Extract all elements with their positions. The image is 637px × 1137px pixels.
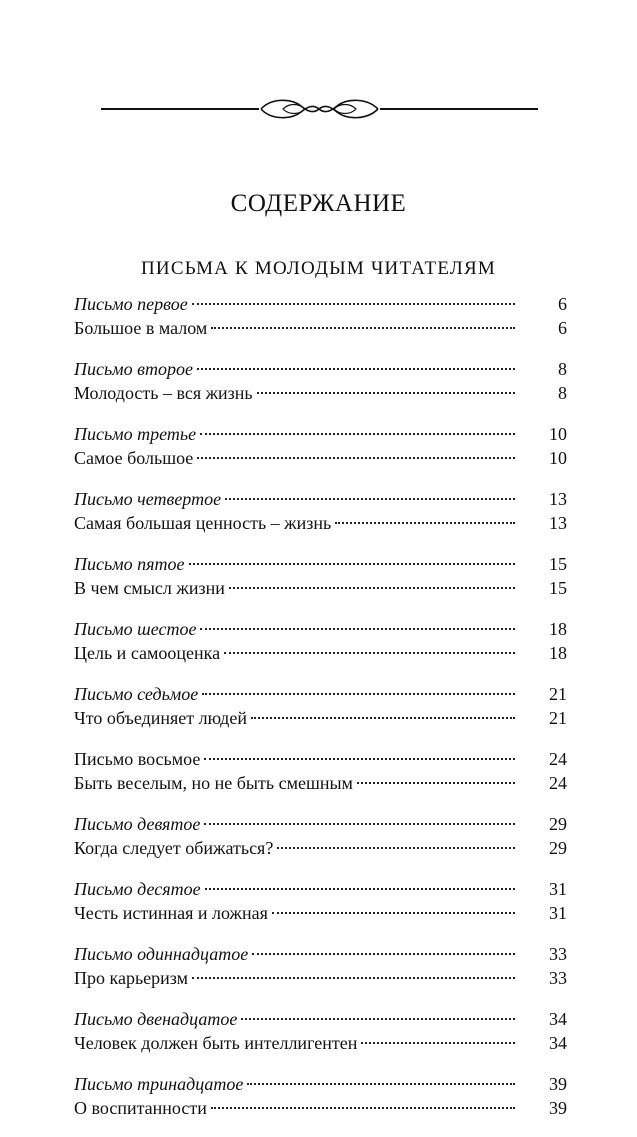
toc-subtitle-row[interactable]: [74, 381, 567, 405]
toc-chapter-row[interactable]: [74, 942, 567, 966]
dot-leader: [200, 433, 515, 435]
toc-entry: [74, 877, 567, 925]
dot-leader: [192, 977, 515, 979]
toc-chapter-row[interactable]: [74, 552, 567, 576]
toc-entry: [74, 1007, 567, 1055]
toc-entry: [74, 682, 567, 730]
dot-leader: [189, 563, 515, 565]
page-number: 39: [549, 1074, 567, 1094]
toc-subtitle-row[interactable]: [74, 446, 567, 470]
page-number: 34: [549, 1009, 567, 1029]
chapter-subtitle: Честь истинная и ложная: [74, 903, 268, 923]
page-number: 29: [549, 814, 567, 834]
toc-subtitle-row[interactable]: [74, 576, 567, 600]
toc-chapter-row[interactable]: [74, 812, 567, 836]
page-title: СОДЕРЖАНИЕ: [230, 190, 407, 217]
section-heading: ПИСЬМА К МОЛОДЫМ ЧИТАТЕЛЯМ: [141, 258, 496, 279]
toc-chapter-row[interactable]: [74, 1072, 567, 1096]
chapter-title: Письмо первое: [74, 294, 188, 314]
dot-leader: [205, 888, 515, 890]
toc-subtitle-row[interactable]: [74, 901, 567, 925]
page-number: 34: [549, 1033, 567, 1053]
chapter-title: Письмо пятое: [74, 554, 185, 574]
page-number: 24: [549, 749, 567, 769]
page-number: 13: [549, 489, 567, 509]
toc-subtitle-row[interactable]: [74, 1031, 567, 1055]
page-number: 39: [549, 1098, 567, 1118]
chapter-subtitle: Человек должен быть интеллигентен: [74, 1033, 358, 1053]
chapter-title: Письмо четвертое: [74, 489, 222, 509]
page-number: 10: [549, 424, 567, 444]
chapter-title: Письмо двенадцатое: [74, 1009, 238, 1029]
toc-subtitle-row[interactable]: [74, 1096, 567, 1120]
chapter-subtitle: Большое в малом: [74, 318, 208, 338]
chapter-subtitle: Быть веселым, но не быть смешным: [74, 773, 353, 793]
dot-leader: [357, 782, 515, 784]
page-number: 31: [549, 879, 567, 899]
page-number: 33: [549, 968, 567, 988]
chapter-subtitle: Самое большое: [74, 448, 194, 468]
chapter-title: Письмо одиннадцатое: [74, 944, 249, 964]
toc-chapter-row[interactable]: [74, 487, 567, 511]
toc-chapter-row[interactable]: [74, 1007, 567, 1031]
toc-chapter-row[interactable]: [74, 292, 567, 316]
chapter-subtitle: Цель и самооценка: [74, 643, 221, 663]
dot-leader: [335, 522, 515, 524]
page-number: 15: [549, 554, 567, 574]
page-number: 6: [558, 318, 567, 338]
dot-leader: [241, 1018, 515, 1020]
dot-leader: [257, 392, 515, 394]
dot-leader: [197, 368, 515, 370]
chapter-title: Письмо седьмое: [74, 684, 199, 704]
dot-leader: [361, 1042, 515, 1044]
toc-chapter-row[interactable]: [74, 747, 567, 771]
page-number: 29: [549, 838, 567, 858]
toc-subtitle-row[interactable]: [74, 771, 567, 795]
chapter-subtitle: Когда следует обижаться?: [74, 838, 274, 858]
page-number: 10: [549, 448, 567, 468]
toc-chapter-row[interactable]: [74, 357, 567, 381]
dot-leader: [225, 498, 515, 500]
page-number: 8: [558, 383, 567, 403]
dot-leader: [204, 758, 515, 760]
dot-leader: [247, 1083, 515, 1085]
page-number: 15: [549, 578, 567, 598]
page-number: 8: [558, 359, 567, 379]
toc-entry: [74, 812, 567, 860]
chapter-subtitle: Молодость – вся жизнь: [74, 383, 253, 403]
toc-entry: [74, 1072, 567, 1120]
page-number: 18: [549, 619, 567, 639]
page-number: 18: [549, 643, 567, 663]
toc-entry: [74, 747, 567, 795]
dot-leader: [211, 327, 515, 329]
page-number: 21: [549, 708, 567, 728]
chapter-subtitle: В чем смысл жизни: [74, 578, 225, 598]
chapter-subtitle: Самая большая ценность – жизнь: [74, 513, 332, 533]
dot-leader: [200, 628, 515, 630]
chapter-title: Письмо шестое: [74, 619, 197, 639]
dot-leader: [229, 587, 515, 589]
toc-chapter-row[interactable]: [74, 877, 567, 901]
chapter-title: Письмо десятое: [74, 879, 201, 899]
toc-entry: [74, 357, 567, 405]
dot-leader: [204, 823, 515, 825]
dot-leader: [272, 912, 515, 914]
dot-leader: [192, 303, 515, 305]
page-number: 31: [549, 903, 567, 923]
toc-entry: [74, 617, 567, 665]
page-number: 33: [549, 944, 567, 964]
chapter-title: Письмо восьмое: [74, 749, 201, 769]
dot-leader: [197, 457, 515, 459]
toc-entry: [74, 942, 567, 990]
toc-entry: [74, 292, 567, 340]
page-number: 21: [549, 684, 567, 704]
toc-subtitle-row[interactable]: [74, 836, 567, 860]
toc-entry: [74, 487, 567, 535]
page-number: 24: [549, 773, 567, 793]
toc-chapter-row[interactable]: [74, 422, 567, 446]
table-of-contents: [74, 292, 567, 1137]
page-number: 6: [558, 294, 567, 314]
dot-leader: [202, 693, 515, 695]
ornament-divider: [101, 96, 538, 122]
dot-leader: [211, 1107, 515, 1109]
chapter-subtitle: Про карьеризм: [74, 968, 189, 988]
toc-subtitle-row[interactable]: [74, 641, 567, 665]
page-number: 13: [549, 513, 567, 533]
chapter-title: Письмо третье: [74, 424, 197, 444]
dot-leader: [251, 717, 515, 719]
toc-subtitle-row[interactable]: [74, 706, 567, 730]
chapter-subtitle: О воспитанности: [74, 1098, 207, 1118]
dot-leader: [277, 847, 515, 849]
toc-entry: [74, 422, 567, 470]
dot-leader: [224, 652, 515, 654]
toc-subtitle-row[interactable]: [74, 316, 567, 340]
toc-entry: [74, 552, 567, 600]
chapter-subtitle: Что объединяет людей: [74, 708, 247, 728]
toc-chapter-row[interactable]: [74, 682, 567, 706]
chapter-title: Письмо девятое: [74, 814, 201, 834]
chapter-title: Письмо второе: [74, 359, 193, 379]
chapter-title: Письмо тринадцатое: [74, 1074, 244, 1094]
toc-subtitle-row[interactable]: [74, 511, 567, 535]
toc-subtitle-row[interactable]: [74, 966, 567, 990]
dot-leader: [252, 953, 515, 955]
toc-chapter-row[interactable]: [74, 617, 567, 641]
